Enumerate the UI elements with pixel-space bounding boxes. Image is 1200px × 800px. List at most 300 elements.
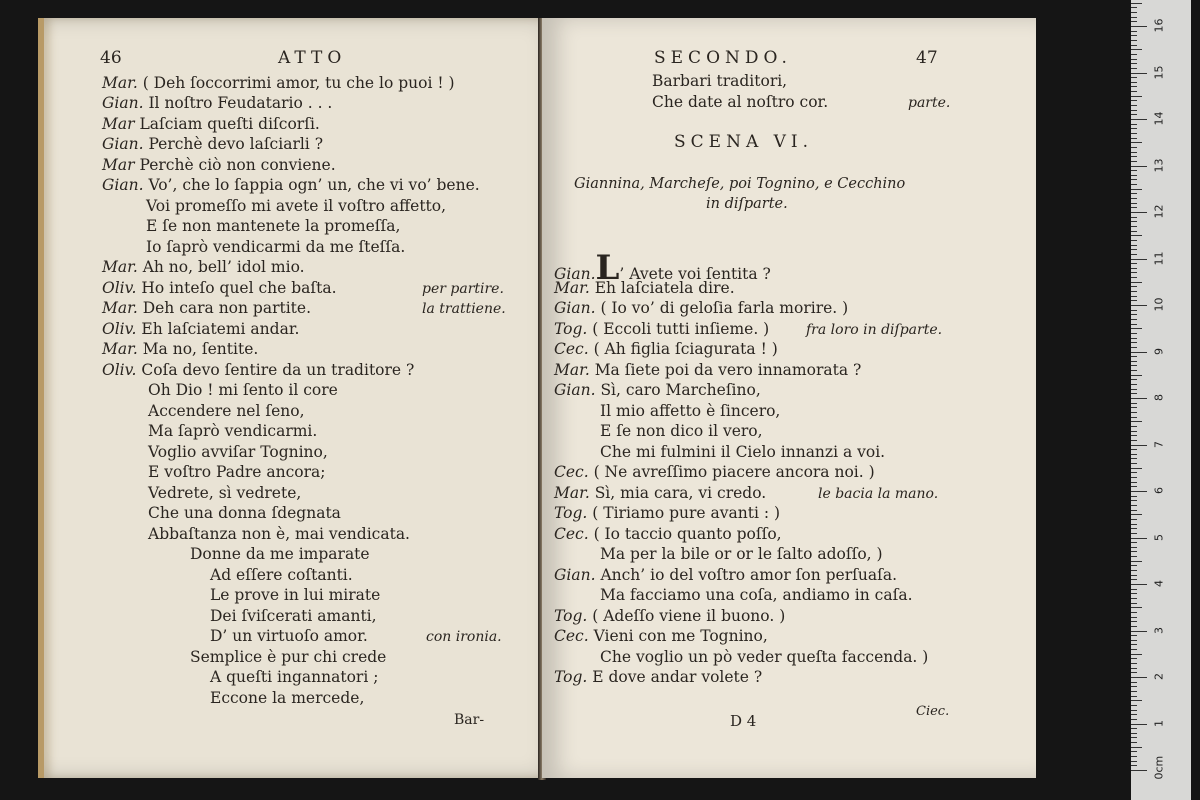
verse: Perchè devo laſciarli ? xyxy=(148,135,324,153)
ruler-tick xyxy=(1131,700,1142,701)
speaker: Cec. xyxy=(554,525,589,543)
right-line-18 xyxy=(554,607,785,625)
verse: Abbaſtanza non è, mai vendicata. xyxy=(148,525,410,543)
ruler-tick xyxy=(1131,21,1137,22)
stage-direction: parte. xyxy=(908,95,951,111)
ruler-tick xyxy=(1131,724,1147,725)
ruler-tick xyxy=(1131,147,1137,148)
ruler-tick xyxy=(1131,598,1137,599)
left-line-1 xyxy=(102,74,455,92)
verse: Deh cara non partite. xyxy=(142,299,312,317)
ruler-tick xyxy=(1131,319,1137,320)
ruler-tick xyxy=(1131,472,1137,473)
ruler-tick xyxy=(1131,96,1142,97)
speaker: Gian. xyxy=(102,135,144,153)
ruler-tick xyxy=(1131,156,1137,157)
left-line-19 xyxy=(148,443,328,461)
left-line-28 xyxy=(210,627,368,645)
open-book xyxy=(28,18,1040,788)
right-page xyxy=(542,18,1036,778)
right-line-2 xyxy=(554,279,735,297)
speaker: Mar. xyxy=(554,484,590,502)
verse: Eccone la mercede, xyxy=(210,689,365,707)
ruler-tick xyxy=(1131,361,1137,362)
verse: Donne da me imparate xyxy=(190,545,370,563)
ruler-tick xyxy=(1131,175,1137,176)
ruler-tick xyxy=(1131,189,1142,190)
ruler-tick xyxy=(1131,454,1137,455)
ruler-tick xyxy=(1131,254,1137,255)
ruler-tick xyxy=(1131,570,1137,571)
ruler-tick xyxy=(1131,166,1147,167)
ruler-tick xyxy=(1131,310,1137,311)
ruler-tick xyxy=(1131,221,1137,222)
speaker: Mar. xyxy=(102,258,138,276)
ruler-label: 9 xyxy=(1152,347,1166,355)
left-line-21 xyxy=(148,484,301,502)
ruler-label: 12 xyxy=(1152,204,1166,219)
ruler-tick xyxy=(1131,384,1137,385)
right-line-6 xyxy=(554,361,861,379)
ruler-tick xyxy=(1131,7,1137,8)
left-line-15 xyxy=(102,361,414,379)
left-running-head: ATTO xyxy=(278,48,347,68)
right-line-5 xyxy=(554,340,778,358)
ruler-tick xyxy=(1131,556,1137,557)
ruler-tick xyxy=(1131,324,1137,325)
ruler-tick xyxy=(1131,82,1137,83)
ruler-tick xyxy=(1131,45,1137,46)
left-line-23 xyxy=(148,525,410,543)
ruler-tick xyxy=(1131,352,1147,353)
ruler-tick xyxy=(1131,193,1137,194)
ruler-tick xyxy=(1131,417,1137,418)
ruler-tick xyxy=(1131,538,1147,539)
ruler-label: 13 xyxy=(1152,158,1166,172)
speaker: Oliv. xyxy=(102,279,137,297)
ruler-tick xyxy=(1131,119,1147,120)
left-line-29 xyxy=(190,648,386,666)
ruler-tick xyxy=(1131,728,1137,729)
ruler-tick xyxy=(1131,710,1137,711)
ruler-tick xyxy=(1131,663,1137,664)
ruler-tick xyxy=(1131,100,1137,101)
ruler-tick xyxy=(1131,356,1137,357)
ruler-tick xyxy=(1131,686,1137,687)
verse: A queſti ingannatori ; xyxy=(210,668,379,686)
ruler-tick xyxy=(1131,463,1137,464)
left-line-5 xyxy=(102,156,336,174)
ruler-tick xyxy=(1131,54,1137,55)
ruler-tick xyxy=(1131,579,1137,580)
ruler-label: 6 xyxy=(1152,487,1166,494)
verse: Oh Dio ! mi ſento il core xyxy=(148,381,338,399)
ruler-tick xyxy=(1131,751,1137,752)
ruler-tick xyxy=(1131,291,1137,292)
ruler-tick xyxy=(1131,314,1137,315)
scene-title: SCENA VI. xyxy=(674,132,814,152)
verse: ( Tiriamo pure avanti : ) xyxy=(592,504,781,522)
ruler-tick xyxy=(1131,668,1137,669)
ruler-label: 0cm xyxy=(1152,755,1166,780)
speaker: Mar. xyxy=(102,74,138,92)
measurement-ruler xyxy=(1131,0,1191,800)
speaker: Mar xyxy=(102,156,135,174)
ruler-tick xyxy=(1131,621,1137,622)
ruler-tick xyxy=(1131,561,1142,562)
ruler-tick xyxy=(1131,719,1137,720)
characters-line: Giannina, Marcheſe, poi Tognino, e Cecchino xyxy=(574,176,906,192)
ruler-tick xyxy=(1131,49,1142,50)
ruler-label: 15 xyxy=(1152,65,1166,79)
left-line-2 xyxy=(102,94,332,112)
verse: Ma facciamo una coſa, andiamo in caſa. xyxy=(600,586,913,604)
ruler-tick xyxy=(1131,170,1137,171)
speaker: Mar. xyxy=(554,279,590,297)
ruler-tick xyxy=(1131,658,1137,659)
ruler-label: 2 xyxy=(1152,673,1166,680)
verse: Accendere nel ſeno, xyxy=(148,402,305,420)
verse: Vedrete, sì vedrete, xyxy=(148,484,302,502)
left-line-13 xyxy=(102,320,299,338)
ruler-tick xyxy=(1131,691,1137,692)
ruler-label: 14 xyxy=(1152,111,1166,126)
right-top-line-1: Barbari traditori, xyxy=(652,72,788,90)
ruler-tick xyxy=(1131,435,1137,436)
ruler-tick xyxy=(1131,35,1137,36)
ruler-tick xyxy=(1131,551,1137,552)
ruler-tick xyxy=(1131,631,1147,632)
ruler-tick xyxy=(1131,379,1137,380)
ruler-label: 7 xyxy=(1152,440,1166,448)
verse: ( Ne avreſſimo piacere ancora noi. ) xyxy=(593,463,875,481)
ruler-tick xyxy=(1131,510,1137,511)
speaker: Gian. xyxy=(554,265,596,283)
ruler-tick xyxy=(1131,565,1137,566)
ruler-tick xyxy=(1131,635,1137,636)
left-line-18 xyxy=(148,422,317,440)
ruler-tick xyxy=(1131,547,1137,548)
left-page-number: 46 xyxy=(100,48,122,68)
ruler-tick xyxy=(1131,714,1137,715)
ruler-tick xyxy=(1131,468,1142,469)
left-line-11 xyxy=(102,279,337,297)
ruler-tick xyxy=(1131,575,1137,576)
verse: ( Ah figlia ſciagurata ! ) xyxy=(593,340,778,358)
verse: Io ſaprò vendicarmi da me ſteſſa. xyxy=(146,238,406,256)
ruler-tick xyxy=(1131,212,1147,213)
verse: Ho inteſo quel che baſta. xyxy=(141,279,337,297)
verse: ( Io vo’ di geloſia farla morire. ) xyxy=(600,299,849,317)
ruler-tick xyxy=(1131,365,1137,366)
verse: Coſa devo ſentire da un traditore ? xyxy=(141,361,415,379)
right-line-19 xyxy=(554,627,768,645)
verse: Vo’, che lo ſappia ogn’ un, che vi vo’ bene. xyxy=(148,176,480,194)
ruler-tick xyxy=(1131,737,1137,738)
ruler-tick xyxy=(1131,328,1142,329)
right-line-21 xyxy=(554,668,762,686)
right-line-3 xyxy=(554,299,848,317)
ruler-label: 4 xyxy=(1152,580,1166,587)
left-line-7 xyxy=(146,197,446,215)
ruler-tick xyxy=(1131,761,1137,762)
ruler-tick xyxy=(1131,268,1137,269)
ruler-tick xyxy=(1131,496,1137,497)
ruler-tick xyxy=(1131,86,1137,87)
speaker: Oliv. xyxy=(102,320,137,338)
right-line-8 xyxy=(600,402,780,420)
ruler-tick xyxy=(1131,226,1137,227)
ruler-tick xyxy=(1131,593,1137,594)
drop-cap: L xyxy=(595,248,620,288)
left-line-31 xyxy=(210,689,364,707)
ruler-tick xyxy=(1131,179,1137,180)
ruler-label: 8 xyxy=(1152,394,1166,401)
right-page-number: 47 xyxy=(916,48,938,68)
speaker: Mar. xyxy=(102,340,138,358)
ruler-tick xyxy=(1131,626,1137,627)
ruler-tick xyxy=(1131,765,1137,766)
left-line-3 xyxy=(102,115,320,133)
speaker: Gian. xyxy=(102,94,144,112)
ruler-tick xyxy=(1131,333,1137,334)
speaker: Oliv. xyxy=(102,361,137,379)
ruler-tick xyxy=(1131,431,1137,432)
verse: ( Eccoli tutti inſieme. ) xyxy=(592,320,770,338)
ruler-tick xyxy=(1131,245,1137,246)
ruler-tick xyxy=(1131,105,1137,106)
ruler-tick xyxy=(1131,426,1137,427)
verse: Sì, mia cara, vi credo. xyxy=(594,484,767,502)
ruler-tick xyxy=(1131,370,1137,371)
ruler-tick xyxy=(1131,440,1137,441)
ruler-label: 5 xyxy=(1152,533,1166,541)
verse: ( Io taccio quanto poſſo, xyxy=(593,525,782,543)
stage-direction: la trattiene. xyxy=(422,301,506,317)
ruler-tick xyxy=(1131,114,1137,115)
ruler-label: 16 xyxy=(1152,18,1166,33)
right-line-20 xyxy=(600,648,928,666)
stage-direction: le bacia la mano. xyxy=(818,486,939,502)
verse: ( Adeſſo viene il buono. ) xyxy=(592,607,786,625)
ruler-label: 10 xyxy=(1152,297,1166,312)
left-line-16 xyxy=(148,381,338,399)
speaker: Cec. xyxy=(554,340,589,358)
ruler-tick xyxy=(1131,458,1137,459)
ruler-tick xyxy=(1131,584,1147,585)
left-line-4 xyxy=(102,135,323,153)
left-line-25 xyxy=(210,566,353,584)
ruler-tick xyxy=(1131,133,1137,134)
verse: Ma ſiete poi da vero innamorata ? xyxy=(594,361,862,379)
ruler-tick xyxy=(1131,207,1137,208)
ruler-tick xyxy=(1131,682,1137,683)
left-line-27 xyxy=(210,607,377,625)
ruler-tick xyxy=(1131,203,1137,204)
verse: Eh laſciatela dire. xyxy=(594,279,735,297)
ruler-tick xyxy=(1131,640,1137,641)
ruler-tick xyxy=(1131,398,1147,399)
ruler-tick xyxy=(1131,128,1137,129)
ruler-tick xyxy=(1131,482,1137,483)
ruler-tick xyxy=(1131,142,1142,143)
ruler-tick xyxy=(1131,403,1137,404)
ruler-tick xyxy=(1131,31,1137,32)
verse: Semplice è pur chi crede xyxy=(190,648,387,666)
ruler-tick xyxy=(1131,644,1137,645)
ruler-tick xyxy=(1131,407,1137,408)
ruler-tick xyxy=(1131,138,1137,139)
ruler-tick xyxy=(1131,263,1137,264)
left-line-26 xyxy=(210,586,380,604)
left-line-14 xyxy=(102,340,258,358)
ruler-tick xyxy=(1131,73,1147,74)
verse: Perchè ciò non conviene. xyxy=(139,156,336,174)
ruler-tick xyxy=(1131,26,1147,27)
verse: Sì, caro Marcheſino, xyxy=(600,381,761,399)
ruler-tick xyxy=(1131,589,1137,590)
ruler-tick xyxy=(1131,533,1137,534)
speaker: Tog. xyxy=(554,668,588,686)
ruler-tick xyxy=(1131,59,1137,60)
ruler-tick xyxy=(1131,231,1137,232)
speaker: Gian. xyxy=(102,176,144,194)
ruler-tick xyxy=(1131,77,1137,78)
speaker: Gian. xyxy=(554,566,596,584)
ruler-tick xyxy=(1131,286,1137,287)
ruler-tick xyxy=(1131,705,1137,706)
ruler-tick xyxy=(1131,528,1137,529)
speaker: Mar xyxy=(102,115,135,133)
right-line-17 xyxy=(600,586,913,604)
ruler-tick xyxy=(1131,607,1142,608)
left-catchword: Bar- xyxy=(454,712,485,728)
verse: E ſe non mantenete la promeſſa, xyxy=(146,217,401,235)
ruler-label: 3 xyxy=(1152,626,1166,634)
stage-direction: con ironia. xyxy=(426,629,502,645)
ruler-tick xyxy=(1131,300,1137,301)
left-line-20 xyxy=(148,463,325,481)
ruler-tick xyxy=(1131,617,1137,618)
right-line-11 xyxy=(554,463,875,481)
right-line-16 xyxy=(554,566,897,584)
ruler-tick xyxy=(1131,696,1137,697)
verse: Ma ſaprò vendicarmi. xyxy=(148,422,318,440)
ruler-tick xyxy=(1131,524,1137,525)
ruler-tick xyxy=(1131,272,1137,273)
speaker: Mar. xyxy=(102,299,138,317)
ruler-tick xyxy=(1131,198,1137,199)
ruler-tick xyxy=(1131,342,1137,343)
ruler-tick xyxy=(1131,296,1137,297)
ruler-tick xyxy=(1131,505,1137,506)
ruler-label: 1 xyxy=(1152,719,1166,727)
verse: Che una donna ſdegnata xyxy=(148,504,341,522)
ruler-tick xyxy=(1131,672,1137,673)
verse: ( Deh ſoccorrimi amor, tu che lo puoi ! ) xyxy=(142,74,455,92)
ruler-tick xyxy=(1131,63,1137,64)
verse: D’ un virtuoſo amor. xyxy=(210,627,368,645)
ruler-label: 11 xyxy=(1152,251,1166,265)
left-line-9 xyxy=(146,238,405,256)
right-line-4 xyxy=(554,320,769,338)
speaker: Tog. xyxy=(554,607,588,625)
ruler-tick xyxy=(1131,12,1137,13)
verse: E dove andar volete ? xyxy=(592,668,763,686)
ruler-tick xyxy=(1131,747,1142,748)
left-line-6 xyxy=(102,176,480,194)
verse: ’ Avete voi ſentita ? xyxy=(619,265,771,283)
right-catchword: Ciec. xyxy=(916,704,950,719)
ruler-tick xyxy=(1131,110,1137,111)
ruler-tick xyxy=(1131,184,1137,185)
ruler-tick xyxy=(1131,305,1147,306)
ruler-tick xyxy=(1131,649,1137,650)
ruler-tick xyxy=(1131,449,1137,450)
right-running-head: SECONDO. xyxy=(654,48,792,68)
speaker: Gian. xyxy=(554,299,596,317)
ruler-tick xyxy=(1131,393,1137,394)
characters-line: in diſparte. xyxy=(706,196,788,212)
ruler-tick xyxy=(1131,259,1147,260)
ruler-tick xyxy=(1131,217,1137,218)
ruler-tick xyxy=(1131,477,1137,478)
ruler-tick xyxy=(1131,491,1147,492)
ruler-tick xyxy=(1131,654,1142,655)
verse: Anch’ io del voſtro amor ſon perſuaſa. xyxy=(600,566,898,584)
verse: Il noſtro Feudatario . . . xyxy=(148,94,333,112)
ruler-tick xyxy=(1131,742,1137,743)
verse: Ma per la bile or or le ſalto adoſſo, ) xyxy=(600,545,883,563)
verse: Ma no, ſentite. xyxy=(142,340,259,358)
verse: Vieni con me Tognino, xyxy=(593,627,768,645)
ruler-tick xyxy=(1131,421,1142,422)
right-line-10 xyxy=(600,443,885,461)
ruler-tick xyxy=(1131,770,1147,771)
verse: Eh laſciatemi andar. xyxy=(141,320,300,338)
ruler-tick xyxy=(1131,375,1142,376)
verse: Voglio avviſar Tognino, xyxy=(148,443,328,461)
ruler-tick xyxy=(1131,17,1137,18)
verse: E ſe non dico il vero, xyxy=(600,422,763,440)
ruler-tick xyxy=(1131,445,1147,446)
left-page xyxy=(38,18,566,778)
right-line-9 xyxy=(600,422,763,440)
right-line-14 xyxy=(554,525,782,543)
ruler-tick xyxy=(1131,542,1137,543)
verse: Laſciam queſti diſcorſi. xyxy=(139,115,320,133)
right-line-15 xyxy=(600,545,883,563)
ruler-tick xyxy=(1131,277,1137,278)
left-line-24 xyxy=(190,545,370,563)
ruler-tick xyxy=(1131,282,1142,283)
speaker: Cec. xyxy=(554,627,589,645)
ruler-tick xyxy=(1131,389,1137,390)
speaker: Mar. xyxy=(554,361,590,379)
ruler-tick xyxy=(1131,733,1137,734)
ruler-tick xyxy=(1131,603,1137,604)
ruler-tick xyxy=(1131,3,1142,4)
ruler-tick xyxy=(1131,91,1137,92)
ruler-tick xyxy=(1131,486,1137,487)
left-line-10 xyxy=(102,258,305,276)
verse: Ah no, bell’ idol mio. xyxy=(142,258,305,276)
speaker: Tog. xyxy=(554,320,588,338)
right-line-12 xyxy=(554,484,766,502)
right-top-line-2: Che date al noſtro cor. xyxy=(652,93,829,111)
verse: Che voglio un pò veder queſta faccenda. ) xyxy=(600,648,929,666)
right-line-13 xyxy=(554,504,780,522)
